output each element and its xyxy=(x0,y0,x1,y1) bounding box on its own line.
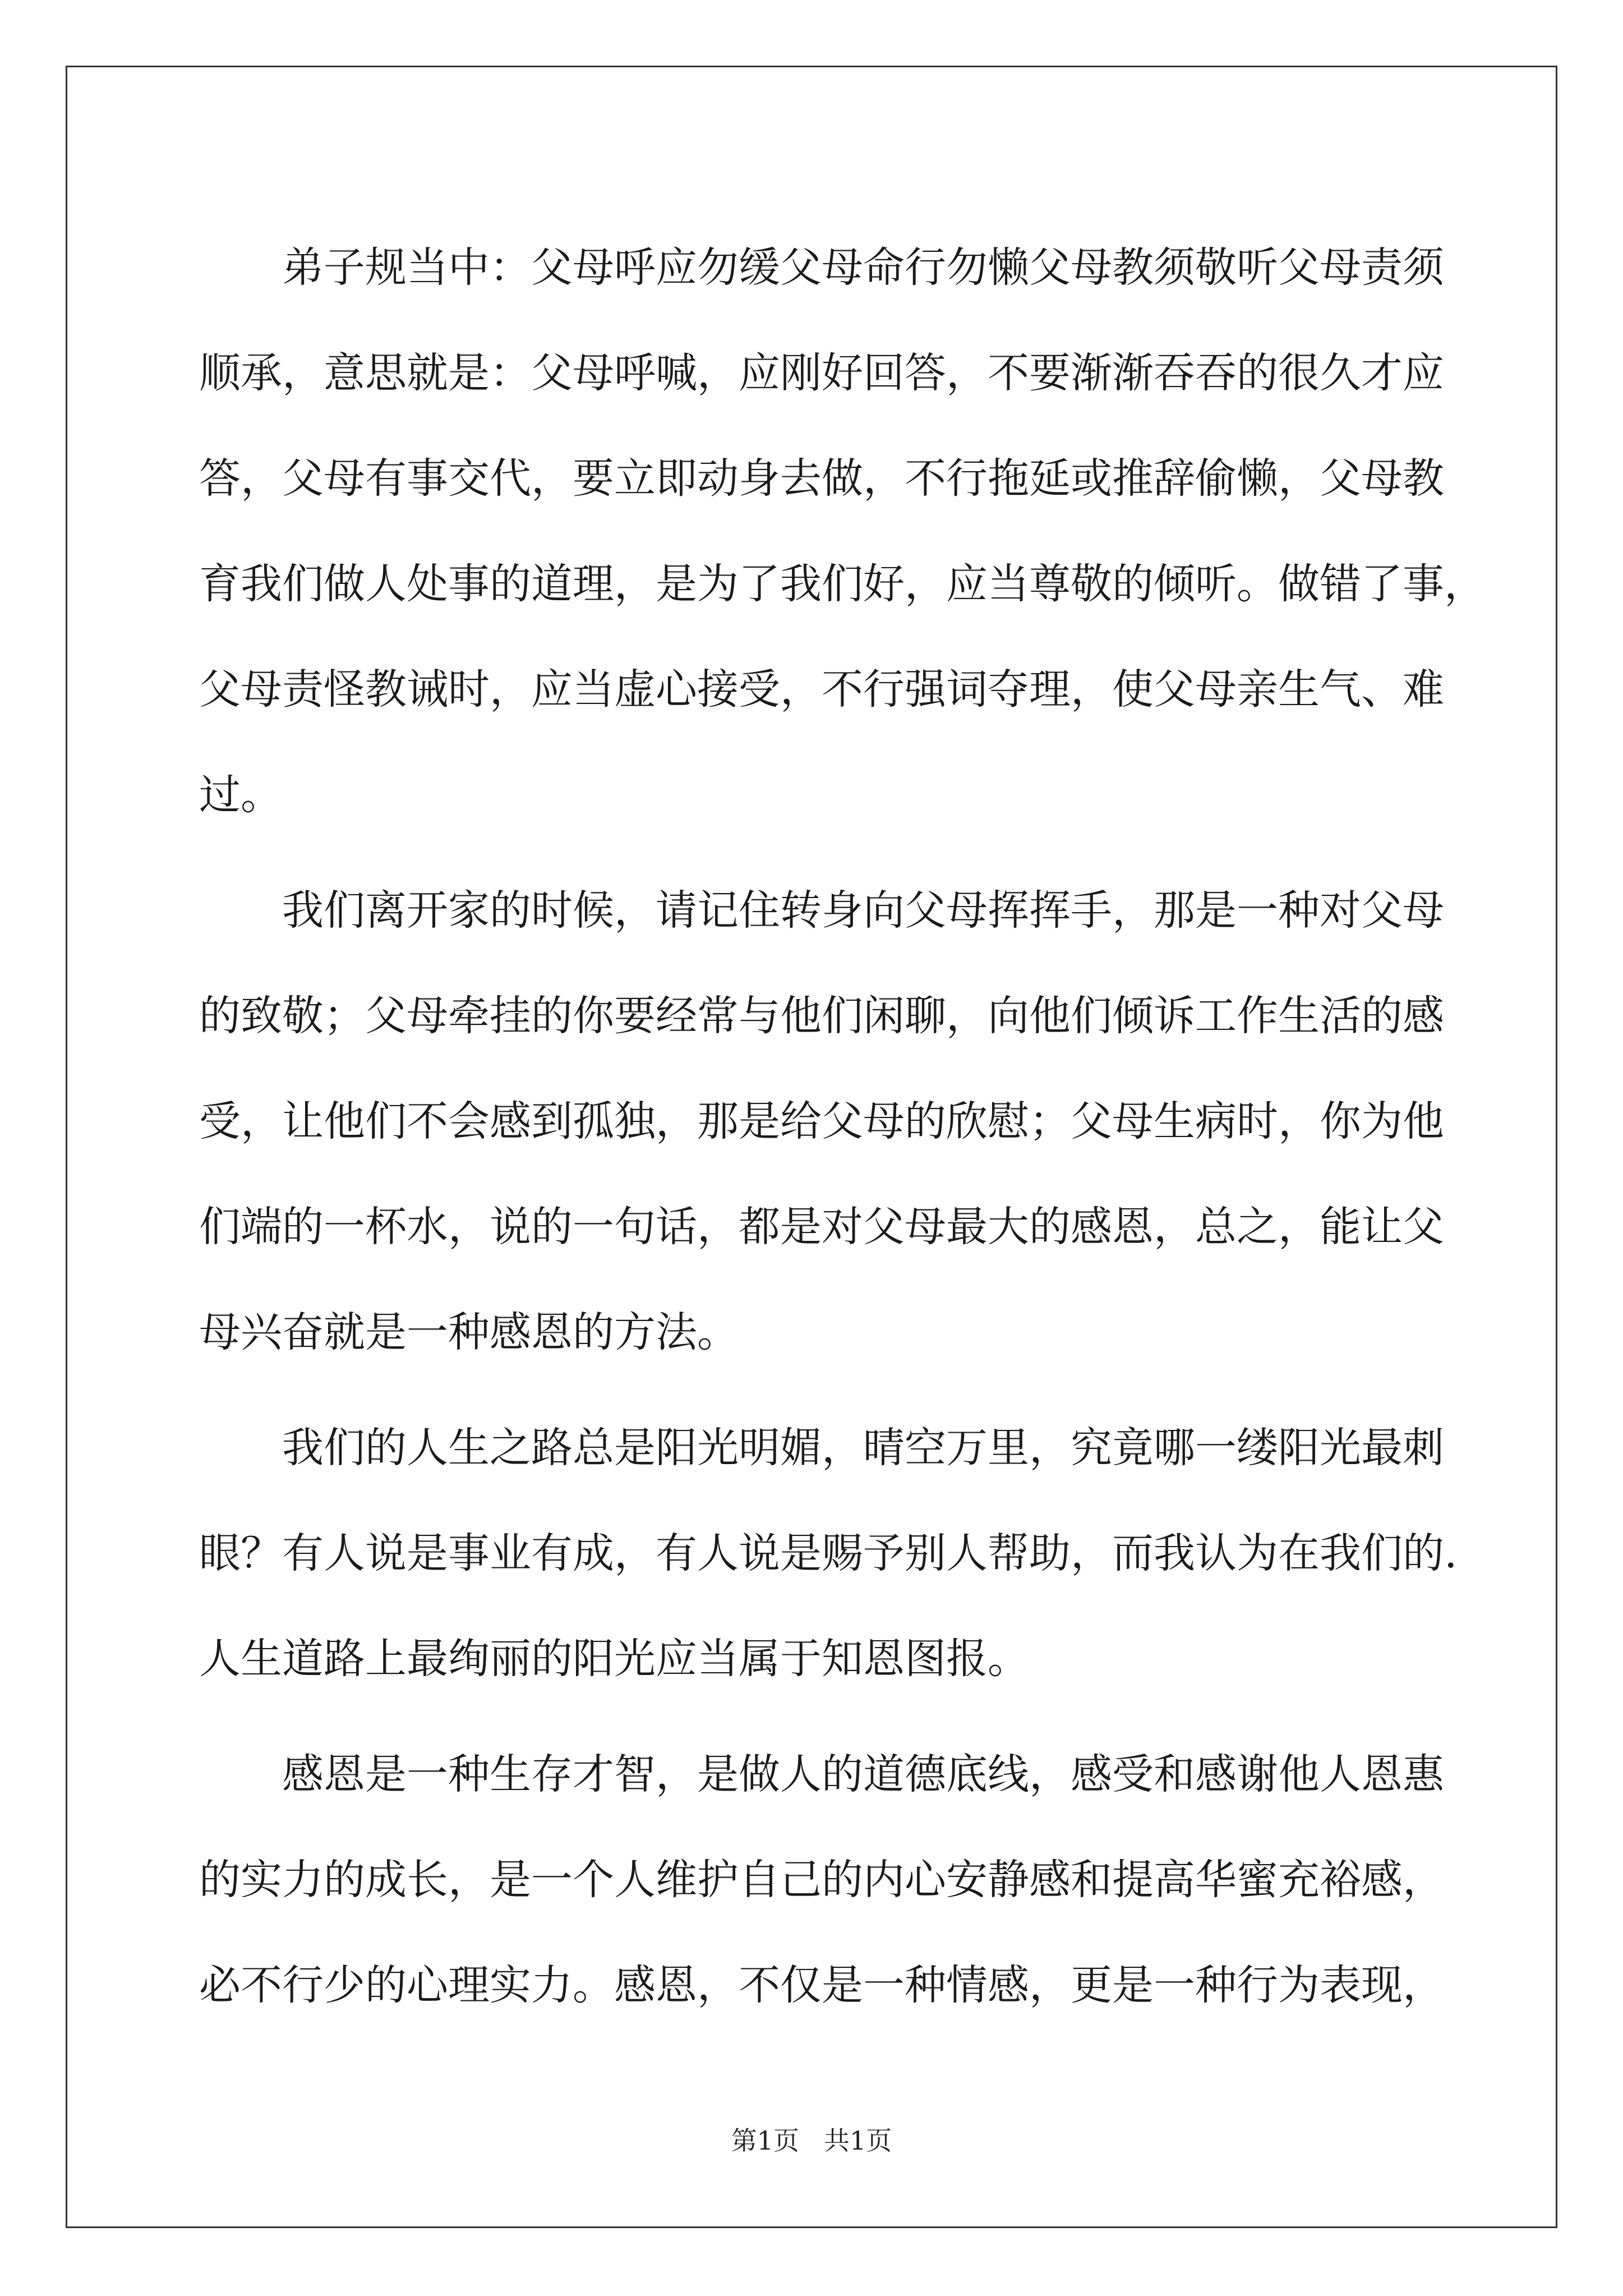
text-line: 必不行少的心理实力。感恩，不仅是一种情感，更是一种行为表现， xyxy=(199,1961,1444,2009)
document-body xyxy=(199,215,1486,2048)
paragraph-3 xyxy=(199,1395,1458,1711)
text-line: 我们的人生之路总是阳光明媚，晴空万里，究竟哪一缕阳光最刺 xyxy=(282,1424,1444,1472)
text-line: 过。 xyxy=(199,771,282,819)
text-line: 育我们做人处事的道理，是为了我们好，应当尊敬的倾听。做错了事， xyxy=(199,560,1486,608)
text-line: 人生道路上最绚丽的阳光应当属于知恩图报。 xyxy=(199,1635,1029,1683)
page-footer xyxy=(0,2120,1623,2157)
text-line: 顺承，意思就是：父母呼喊，应刚好回答，不要渐渐吞吞的很久才应 xyxy=(199,349,1444,397)
text-line: 的致敬；父母牵挂的你要经常与他们闲聊，向他们倾诉工作生活的感 xyxy=(199,992,1444,1040)
paragraph-4 xyxy=(199,1722,1444,2038)
text-line: 受，让他们不会感到孤独，那是给父母的欣慰；父母生病时，你为他 xyxy=(199,1097,1444,1145)
text-line: 我们离开家的时候，请记住转身向父母挥挥手，那是一种对父母 xyxy=(282,886,1444,935)
text-line: 的实力的成长，是一个人维护自己的内心安静感和提高华蜜充裕感， xyxy=(199,1856,1444,1904)
text-line: 眼？有人说是事业有成，有人说是赐予别人帮助，而我认为在我们的. xyxy=(199,1529,1458,1577)
text-line: 答，父母有事交代，要立即动身去做，不行拖延或推辞偷懒，父母教 xyxy=(199,454,1444,503)
text-line: 母兴奋就是一种感恩的方法。 xyxy=(199,1308,739,1356)
paragraph-2 xyxy=(199,858,1444,1385)
text-line: 们端的一杯水，说的一句话，都是对父母最大的感恩，总之，能让父 xyxy=(199,1203,1444,1251)
text-line: 父母责怪教诫时，应当虚心接受，不行强词夺理，使父母亲生气、难 xyxy=(199,665,1444,714)
page-total: 共1页 xyxy=(823,2125,892,2156)
text-line: 弟子规当中：父母呼应勿缓父母命行勿懒父母教须敬听父母责须 xyxy=(282,243,1444,292)
paragraph-1 xyxy=(199,215,1486,848)
text-line: 感恩是一种生存才智，是做人的道德底线，感受和感谢他人恩惠 xyxy=(282,1750,1444,1798)
page-number: 第1页 xyxy=(731,2125,800,2156)
